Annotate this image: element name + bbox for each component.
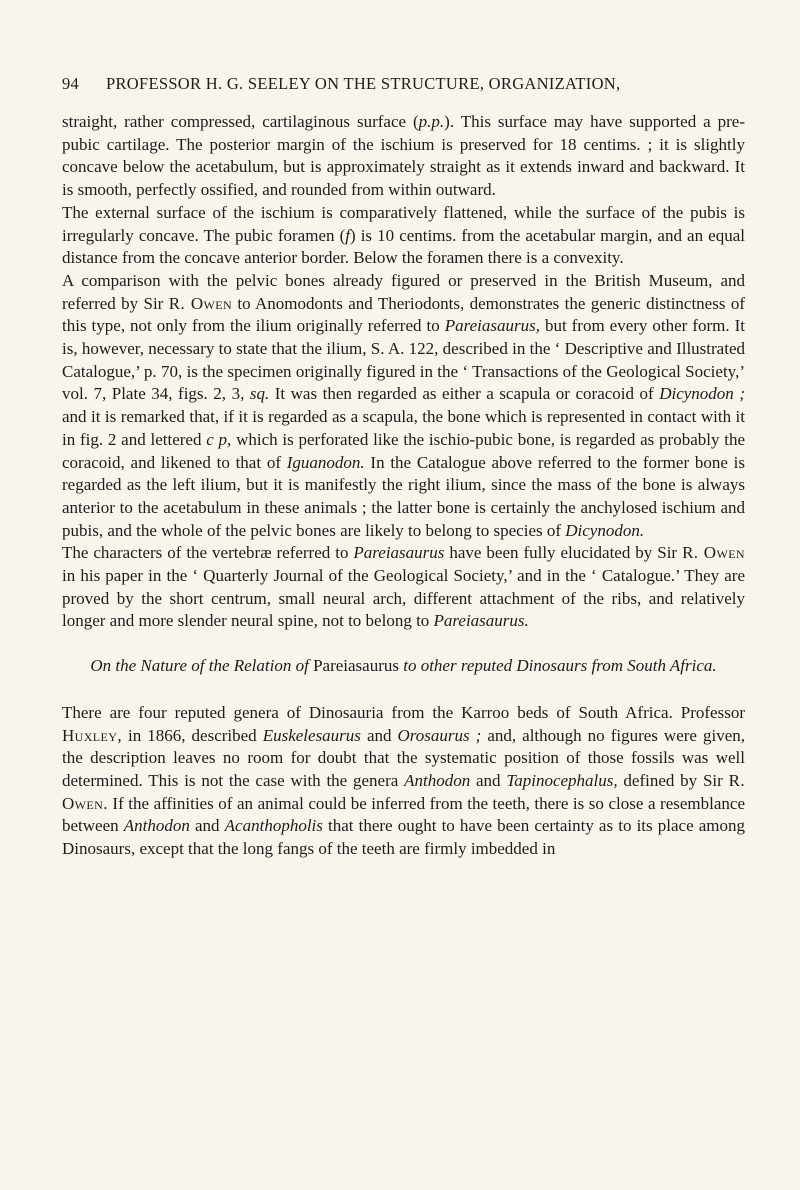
genus-name: Pareiasaurus: [353, 543, 445, 563]
text-run: and, although no figures were given, the description leaves no room for doubt that the systematic position of those fossils was well determined. This is not the case with the genera: [62, 725, 745, 790]
text-run: The external surface of the ischium is comparatively flattened, while the surface of the pubis is irregularly concave. The pubic foramen (: [62, 202, 745, 245]
figure-label: c p,: [206, 429, 232, 449]
text-run: that there ought to have been certainty as to its place among Dinosaurs, except that the long fangs of the teeth are firmly imbedded in: [62, 816, 746, 859]
italic-term: sq.: [249, 384, 270, 404]
figure-label: p.p.: [418, 112, 445, 131]
genus-name: Pareiasaurus.: [433, 611, 529, 631]
text-run: ) is 10 centims. from the acetabular margin, and an equal distance from the concave anterior border. Below the foramen there is a convexity.: [62, 225, 745, 268]
paragraph-5: [62, 702, 745, 861]
genus-name: Tapinocephalus,: [506, 770, 618, 790]
paragraph-2: [62, 202, 745, 270]
genus-name: Anthodon: [404, 770, 471, 790]
text-run: There are four reputed genera of Dinosauria from the Karroo beds of South Africa. Professor: [62, 702, 745, 722]
text-run: and: [470, 770, 507, 790]
text-run: and: [189, 816, 225, 836]
text-run: and it is remarked that, if it is regarded as a scapula, the bone which is represented in contact with it in fig. 2 and lettered: [62, 407, 745, 449]
paragraph-4: [62, 542, 745, 633]
heading-part: On the Nature of the Relation of: [90, 656, 309, 676]
section-heading: [62, 655, 745, 678]
text-run: but from every other form. It is, however, necessary to state that the ilium, S. A. 122, described in the ‘ Descriptive and Illustrated Catalogue,’ p. 70, is the specimen originally figured in the ‘ Transactions of the Geological Society,’ vol. 7, Plate 34, figs. 2, 3,: [62, 316, 745, 404]
text-run: ). This surface may have supported a pre-pubic cartilage. The posterior margin of the ischium is preserved for 18 centims. ; it is slightly concave below the acetabulum, but is approximately straight as it extends inward and backward. It is smooth, perfectly ossified, and rounded from within outward.: [62, 112, 745, 200]
running-header: [62, 74, 748, 94]
genus-name: Dicynodon.: [565, 520, 645, 540]
genus-name: Anthodon: [123, 816, 190, 836]
paragraph-1: [62, 111, 745, 202]
paragraph-3: [62, 270, 745, 542]
author-name: Huxley,: [62, 725, 122, 745]
genus-name: Acanthopholis: [224, 816, 323, 836]
genus-name: Dicynodon ;: [659, 384, 745, 404]
text-run: If the affinities of an animal could be inferred from the teeth, there is so close a resemblance between: [62, 793, 745, 836]
text-run: It was then regarded as either a scapula or coracoid of: [269, 384, 660, 404]
text-run: In the Catalogue above referred to the former bone is regarded as the left ilium, but it is manifestly the right ilium, since the mass of the bone is always anterior to the acetabulum in these animals ; the latter bone is certainly the anchylosed ischium and pubis, and the whole of the pelvic bones are likely to belong to species of: [62, 452, 745, 540]
text-run: A comparison with the pelvic bones already figured or preserved in the British Museum, and referred by Sir: [62, 270, 745, 313]
figure-label: f: [345, 225, 350, 245]
body-text: [62, 111, 745, 861]
text-run: The characters of the vertebræ referred to: [62, 543, 354, 563]
text-run: which is perforated like the ischio-pubic bone, is regarded as probably the coracoid, and likened to that of: [62, 429, 746, 472]
author-name: R. Owen: [168, 293, 233, 313]
heading-part: to other reputed Dinosaurs from South Africa.: [403, 656, 717, 676]
genus-name: Pareiasaurus,: [444, 316, 540, 336]
author-name: R. Owen.: [62, 770, 745, 813]
page-number: 94: [62, 74, 80, 93]
text-run: in his paper in the ‘ Quarterly Journal of the Geological Society,’ and in the ‘ Catalogue.’ They are proved by the short centrum, small neural arch, different attachment of the ribs, and relatively longer and more slender neural spine, not to belong to: [62, 566, 745, 631]
author-name: R. Owen: [682, 543, 746, 563]
running-title: PROFESSOR H. G. SEELEY ON THE STRUCTURE, ORGANIZATION,: [106, 74, 621, 93]
text-run: defined by Sir: [617, 770, 729, 790]
text-run: have been fully elucidated by Sir: [444, 543, 683, 563]
text-run: in 1866, described: [122, 725, 263, 745]
genus-name: Euskelesaurus: [262, 725, 361, 745]
genus-name: Orosaurus ;: [397, 725, 482, 745]
text-run: straight, rather compressed, cartilaginous surface (: [62, 112, 419, 131]
text-run: to Anomodonts and Theriodonts, demonstrates the generic distinctness of this type, not only from the ilium originally referred to: [62, 293, 745, 336]
text-run: and: [360, 725, 398, 745]
heading-genus: Pareiasaurus: [313, 656, 399, 676]
genus-name: Iguanodon.: [286, 452, 365, 472]
